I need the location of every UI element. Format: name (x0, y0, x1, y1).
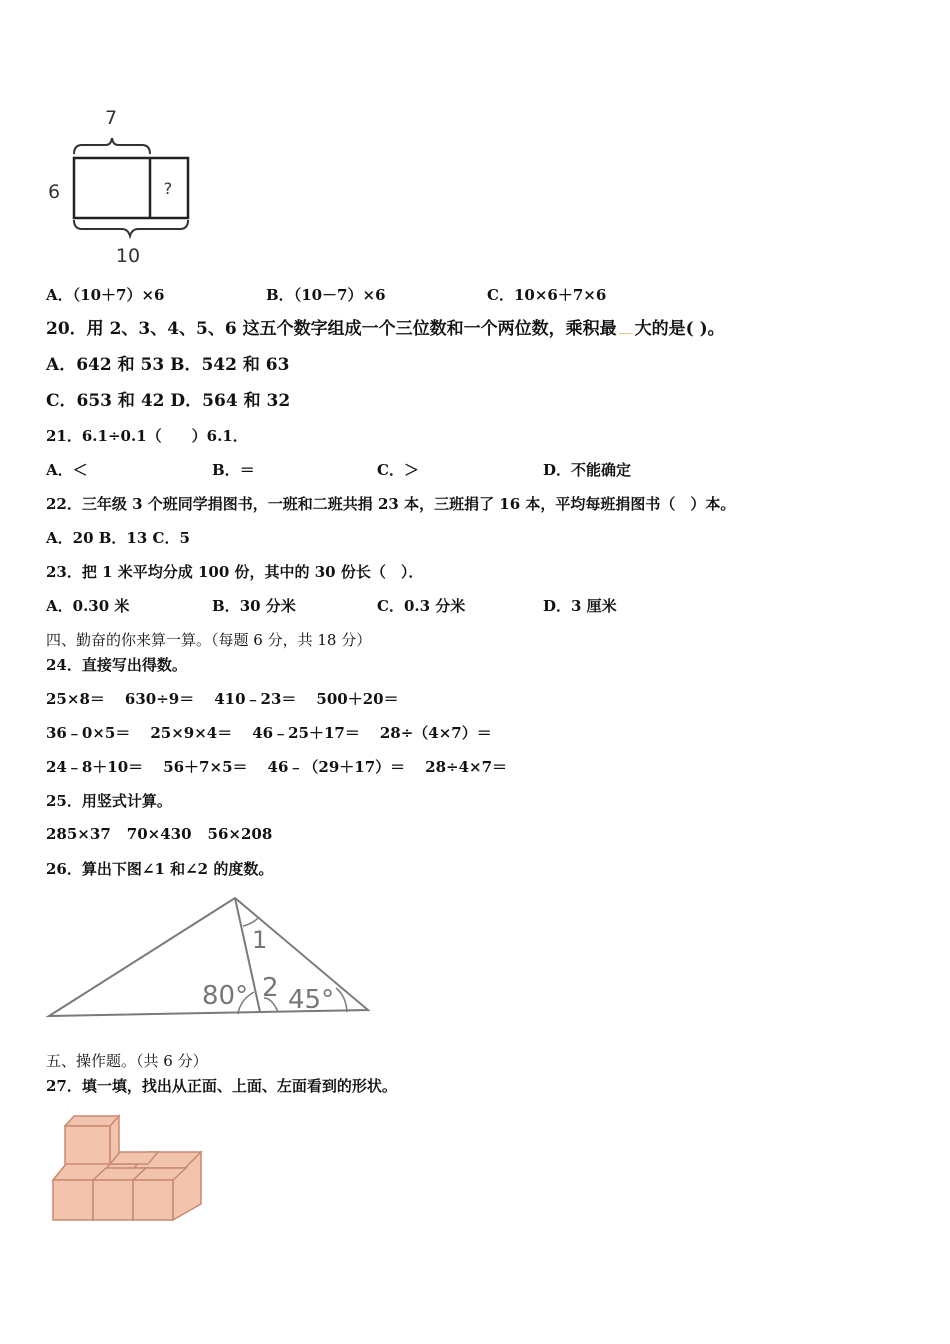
section-5-title: 五、操作题。（共 6 分） (46, 1052, 208, 1070)
rectangle-area-figure (40, 100, 210, 270)
cube-front-1 (53, 1180, 93, 1220)
option-letter: B． (212, 597, 240, 615)
top-brace (74, 138, 150, 154)
calc-item: 56×208 (207, 825, 273, 843)
option-letter: D． (543, 597, 572, 615)
q20-mark (619, 333, 633, 334)
option-text: ＞ (403, 461, 419, 479)
option-text: 30 分米 (239, 597, 296, 615)
calc-item: 28÷（4×7）＝ (379, 724, 492, 742)
cube-front-2 (93, 1180, 133, 1220)
calc-item: 28÷4×7＝ (425, 758, 508, 776)
option-letter: C． (377, 461, 404, 479)
q20-stem-tail: 大的是( )。 (634, 319, 725, 339)
q21-option-c[interactable] (377, 461, 419, 479)
q21-option-a[interactable] (46, 461, 88, 479)
option-text: （10＋7）×6 (72, 286, 165, 304)
angle-45-label: 45° (288, 985, 335, 1015)
cube-top-front (65, 1126, 110, 1166)
angle-arc-1 (243, 918, 258, 926)
option-letter: C． (377, 597, 404, 615)
bottom-brace (74, 220, 188, 236)
q25-items (46, 825, 292, 843)
option-text: 10×6＋7×6 (513, 286, 607, 304)
q19-option-b[interactable] (266, 286, 386, 304)
top-width-label: 7 (104, 107, 118, 129)
q22-stem: 22．三年级 3 个班同学捐图书，一班和二班共捐 23 本，三班捐了 16 本，平均每班捐图书（ ）本。 (46, 495, 736, 513)
option-letter: C． (487, 286, 514, 304)
calc-item: 630÷9＝ (124, 690, 195, 708)
option-text: ＜ (72, 461, 88, 479)
q22-options[interactable]: A．20 B．13 C．5 (46, 529, 190, 547)
height-label: 6 (47, 181, 61, 203)
option-letter: B． (266, 286, 294, 304)
q20-stem (46, 319, 725, 339)
q20-options-row2[interactable]: C．653 和 42 D．564 和 32 (46, 391, 291, 411)
angle-2-label: 2 (262, 973, 279, 1003)
calc-item: 285×37 (46, 825, 111, 843)
option-text: 0.30 米 (72, 597, 130, 615)
option-letter: B． (212, 461, 240, 479)
q26-stem: 26．算出下图∠1 和∠2 的度数。 (46, 860, 274, 878)
q20-stem-text: 20．用 2、3、4、5、6 这五个数字组成一个三位数和一个两位数，乘积最 (46, 319, 617, 339)
q21-option-d[interactable] (543, 461, 631, 479)
calc-item: 24﹣8＋10＝ (46, 758, 144, 776)
q23-option-a[interactable] (46, 597, 129, 615)
q23-option-d[interactable] (543, 597, 617, 615)
section-4-title: 四、勤奋的你来算一算。（每题 6 分，共 18 分） (46, 631, 372, 649)
calc-item: 36﹣0×5＝ (46, 724, 131, 742)
angle-80-label: 80° (202, 981, 249, 1011)
calc-item: 25×9×4＝ (150, 724, 233, 742)
option-letter: A． (46, 286, 73, 304)
calc-item: 56＋7×5＝ (163, 758, 248, 776)
option-text: ＝ (239, 461, 255, 479)
bottom-width-label: 10 (115, 245, 141, 267)
option-letter: D． (543, 461, 572, 479)
option-text: （10－7）×6 (293, 286, 386, 304)
q21-stem: 21．6.1÷0.1（ ）6.1． (46, 427, 248, 445)
option-letter: A． (46, 597, 73, 615)
cube-front-3 (133, 1180, 173, 1220)
q24-row-3 (46, 758, 527, 776)
option-text: 0.3 分米 (403, 597, 466, 615)
q23-option-b[interactable] (212, 597, 296, 615)
q25-stem: 25．用竖式计算。 (46, 792, 172, 810)
q24-stem: 24．直接写出得数。 (46, 656, 187, 674)
q20-options-row1[interactable]: A．642 和 53 B．542 和 63 (46, 355, 290, 375)
q23-option-c[interactable] (377, 597, 465, 615)
q24-row-1 (46, 690, 419, 708)
calc-item: 70×430 (126, 825, 192, 843)
q23-stem: 23．把 1 米平均分成 100 份，其中的 30 份长（ ）． (46, 563, 424, 581)
calc-item: 46﹣（29＋17）＝ (267, 758, 406, 776)
cube-stack-figure (48, 1108, 208, 1228)
q24-row-2 (46, 724, 512, 742)
q19-option-c[interactable] (487, 286, 606, 304)
option-letter: A． (46, 461, 73, 479)
unknown-width-label: ? (163, 179, 173, 198)
option-text: 不能确定 (571, 461, 632, 479)
q27-stem: 27．填一填，找出从正面、上面、左面看到的形状。 (46, 1077, 397, 1095)
calc-item: 25×8＝ (46, 690, 105, 708)
calc-item: 46﹣25＋17＝ (252, 724, 360, 742)
calc-item: 500＋20＝ (316, 690, 399, 708)
triangle-figure (40, 888, 380, 1028)
angle-1-label: 1 (252, 926, 268, 954)
calc-item: 410﹣23＝ (214, 690, 297, 708)
q19-option-a[interactable] (46, 286, 164, 304)
option-text: 3 厘米 (571, 597, 617, 615)
q21-option-b[interactable] (212, 461, 255, 479)
